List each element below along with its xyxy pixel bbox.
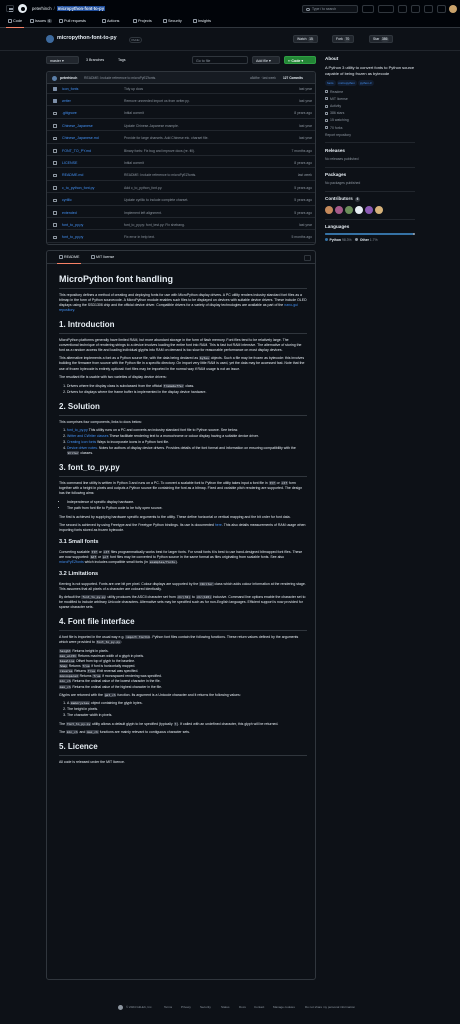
star-count: 386 [381, 37, 388, 42]
list-item: • Independence of specific display hardware. [67, 500, 307, 505]
paragraph: This alternative implements a font as a Python source file, with the data being declared as bytes objects. Such a file may be frozen as bytecode: this involves building the firmware from source with the Python file in a specific directory. On import very little RAM is used, yet the data may be accessed fast. Note that the use of frozen bytecode is entirely optional: font files may be imported in the normal way if RAM usage is not an issue. [59, 356, 305, 371]
paragraph: All code is released under the MIT licence. [59, 760, 125, 765]
readme-tabs [47, 251, 316, 264]
tab-insights[interactable]: Insights [193, 19, 211, 24]
freetype-doc-link[interactable]: here [214, 523, 222, 528]
about-heading: About [325, 56, 339, 61]
readme-panel [46, 250, 316, 980]
list-item: • The path from font file to Python code to be fully open source. [67, 506, 307, 511]
paragraph: The resultant file is usable with two varieties of display device drivers: [59, 375, 167, 380]
paragraph: The second is achieved by using Freetype and the Freetype Python bindings. Its use is documented here. This also details measurements of RAM usage when importing fonts stored as frozen bytecode. [59, 523, 306, 533]
file-commit-message[interactable]: Fix error in help text. [124, 235, 155, 240]
file-row[interactable] [47, 121, 316, 131]
paragraph: Glyphs are returned with the get_ch function. Its argument is a Unicode character and it returns the following values: [59, 692, 241, 697]
function-def: max_width Returns maximum width of a glyph in pixels. [59, 653, 144, 658]
commit-hash[interactable]: a5dfbe · last week [250, 75, 276, 80]
paragraph: This command line utility is written in Python 3 and runs on a PC. To convert a scalable font to Python the utility takes input a font file in ttf or otf form together with a height in pixels and outputs a Python source file containing the font as a bitmap. Fixed and variable pitch rendering are supported. The design has the following aims: [59, 481, 303, 496]
stars-link[interactable]: 386 stars [325, 111, 415, 116]
contributor-avatar[interactable] [355, 206, 363, 214]
create-new-button[interactable] [378, 5, 394, 13]
branches-link[interactable]: 3 Branches [86, 57, 105, 62]
file-commit-time: 8 years ago [294, 111, 312, 116]
language-item[interactable]: Other 1.7% [355, 238, 377, 242]
file-row[interactable] [47, 220, 316, 230]
list-item: 3. Creating icon fonts Ways to incorporate icons in a Python font file. [67, 440, 307, 445]
file-commit-message[interactable]: README: Include reference to microPyEZfonts. [124, 173, 197, 178]
readme-title: MicroPython font handling [59, 273, 307, 289]
forks-link[interactable]: 70 forks [325, 126, 415, 131]
list-item: 4. Device driver notes. Notes for authors of display device drivers. Provides details of the font format and information on ensuring compatibility with the Writer classes. [67, 446, 307, 456]
function-def: baseline Offset from top of glyph to the baseline. [59, 658, 136, 663]
function-def: reverse Returns True if bit reversal was specified. [59, 669, 139, 674]
file-commit-message[interactable]: Add c_to_python_font.py. [124, 185, 163, 190]
file-icon [53, 211, 57, 215]
graph-icon [193, 19, 197, 23]
readme-link[interactable]: Readme [325, 90, 415, 95]
file-commit-message[interactable]: Remove unneeded import os from writer.py. [124, 99, 190, 104]
topic-tag[interactable]: fonts [327, 80, 334, 85]
file-commit-message[interactable]: Initial commit [124, 161, 144, 166]
file-table [46, 71, 316, 245]
function-def: monospaced Returns True if monospaced rendering was specified. [59, 674, 162, 679]
issues-count: 6 [48, 19, 51, 23]
commits-link[interactable]: 127 Commits [283, 75, 303, 80]
paragraph: The font_to_py.py utility allows a default glyph to be specified (typically ?). If called with an undefined character, this glyph will be returned. [59, 721, 279, 726]
paragraph: This comprises four components, links to docs below: [59, 419, 142, 424]
repo-title[interactable]: micropython-font-to-py [57, 35, 117, 41]
repo-meta [325, 90, 415, 130]
file-name[interactable]: font_to_py.py [62, 223, 84, 228]
heading-introduction: 1. Introduction [59, 320, 307, 334]
law-icon [325, 97, 328, 100]
folder-icon [53, 99, 57, 103]
pull-requests-icon[interactable] [411, 5, 420, 13]
pull-request-icon [59, 19, 63, 23]
repo-header [46, 34, 416, 46]
tab-pull-requests[interactable]: Pull requests [59, 19, 86, 24]
releases-note: No releases published [325, 156, 359, 161]
aims-list [67, 500, 307, 511]
tab-readme[interactable]: README [59, 255, 79, 260]
play-icon [102, 19, 106, 23]
file-row[interactable] [47, 171, 316, 181]
commit-message[interactable]: README: Include reference to microPyEZfonts. [84, 75, 157, 80]
footer-link[interactable]: Status [221, 1005, 230, 1009]
eye-icon [325, 119, 328, 122]
contributor-avatar[interactable] [335, 206, 343, 214]
sidebar-divider [325, 219, 415, 220]
topics [325, 80, 415, 87]
fork-count: 70 [345, 37, 350, 42]
file-name[interactable]: Chinese_Japanese.md [62, 136, 99, 141]
file-icon [53, 149, 57, 153]
function-list [59, 649, 307, 690]
language-dot [325, 238, 328, 241]
footer-link[interactable]: Contact [254, 1005, 265, 1009]
paragraph: This repository defines a method of creating and deploying fonts for use with MicroPython display drivers. A PC utility renders industry standard font files as a bitmap in the form of Python sourcecode. A MicroPython module enables such files to be displayed on devices with suitable device drivers. These include OLED displays using the SSD1306 chip and the official device driver. Compatible drivers for a variety of display technologies are available as part of the nano-gui repository. [59, 292, 307, 312]
footer-link[interactable]: Security [200, 1005, 211, 1009]
paragraph: The first is achieved by supplying hardware specific arguments to the utility. These define horizontal or vertical mapping and the bit order for font data. [59, 514, 291, 519]
file-row[interactable] [47, 84, 316, 94]
file-icon [53, 236, 57, 240]
file-commit-time: last year [299, 99, 312, 104]
paragraph: Kerning is not supported. Fonts are one bit per pixel. Colour displays are supported by the CWriter class which adds colour information at the rendering stage. This assumes that all pixels of a character are coloured identically. [59, 581, 306, 591]
contributor-avatar[interactable] [365, 206, 373, 214]
file-row[interactable] [47, 233, 316, 243]
languages-heading: Languages [325, 224, 350, 230]
contributor-avatar[interactable] [345, 206, 353, 214]
file-icon [53, 174, 57, 178]
file-icon [53, 199, 57, 203]
issue-icon [30, 19, 34, 23]
heading-font-to-py: 3. font_to_py.py [59, 463, 307, 477]
issues-icon[interactable] [398, 5, 407, 13]
commit-author-avatar [52, 76, 57, 81]
chevron-down-icon: ▾ [61, 58, 64, 63]
shield-icon [163, 19, 167, 23]
file-commit-time: last year [299, 86, 312, 91]
file-row[interactable] [47, 96, 316, 106]
inbox-icon[interactable] [437, 5, 446, 13]
github-logo-icon[interactable] [18, 4, 27, 13]
list-item: 2. The height in pixels. [67, 707, 307, 712]
file-commit-message[interactable]: Update Chinese-Japanese example. [124, 123, 179, 128]
contributors-count: 6 [356, 197, 359, 202]
file-icon [53, 137, 57, 141]
copilot-button[interactable] [362, 5, 374, 13]
file-icon [53, 124, 57, 128]
list-item: 1. font_to_py.py This utility runs on a PC and converts an industry standard font file to Python source. See below. [67, 428, 307, 433]
repo-sidebar [325, 56, 415, 243]
sidebar-divider [325, 142, 415, 143]
list-item: 1. Drivers where the display class is subclassed from the official framebuffer class. [67, 384, 307, 389]
footer-link[interactable]: Manage cookies [273, 1005, 295, 1009]
packages-heading[interactable]: Packages [325, 172, 347, 178]
file-row[interactable] [47, 183, 316, 193]
fork-button[interactable]: Fork 70 [332, 35, 354, 43]
paragraph: By default the font_to_py.py utility produces the ASCII character set from chr(32) to chr(126) inclusive. Command line options enable the character set to be modified to include arbitrary Unicode characters. Alternative sets may be specified such as for non-English languages. Efficient support is now provided for sparse character sets. [59, 595, 306, 610]
star-button[interactable]: Star 386 [369, 35, 393, 43]
contributors-avatars [325, 206, 415, 214]
file-name[interactable]: extended [62, 210, 77, 215]
micropyezfonts-link[interactable]: microPyEZfonts [59, 559, 84, 564]
language-bar [325, 233, 415, 235]
pulse-icon [325, 105, 328, 108]
watchers-link[interactable]: 15 watching [325, 118, 415, 123]
tags-link[interactable]: Tags [118, 57, 126, 62]
contributors-heading[interactable]: Contributors 6 [325, 196, 359, 202]
tab-projects[interactable]: Projects [133, 19, 152, 24]
packages-note: No packages published [325, 181, 361, 186]
file-icon [53, 223, 57, 227]
header-divider [0, 50, 460, 51]
sidebar-divider [325, 191, 415, 192]
nano-gui-link[interactable]: nano-gui repository. [59, 302, 298, 312]
file-row[interactable] [47, 208, 316, 218]
tab-security[interactable]: Security [163, 19, 182, 24]
file-row[interactable] [47, 158, 316, 168]
releases-heading[interactable]: Releases [325, 147, 345, 153]
writer-link[interactable]: Writer and CWriter classes [67, 434, 109, 439]
return-values-list [67, 701, 307, 718]
menu-icon[interactable] [6, 5, 14, 12]
icon-fonts-link[interactable]: Creating icon fonts [67, 440, 97, 445]
github-logo-icon[interactable] [118, 1005, 123, 1010]
paragraph: MicroPython platforms generally have limited RAM, but more abundant storage in the form of flash memory. Font files tend to be relatively large. The conventional technique of rendering strings to a device involves loading the entire font into RAM. This is fast but RAM intensive. The alternative of storing the font as a random access file and loading individual glyphs into RAM on demand is too slow for reasonable performance on most display devices. [59, 337, 302, 352]
footer [0, 1002, 460, 1014]
search-placeholder: Type / to search [312, 7, 337, 11]
star-icon [325, 112, 328, 115]
footer-link[interactable]: Docs [239, 1005, 246, 1009]
file-row[interactable] [47, 134, 316, 144]
code-icon [8, 19, 12, 23]
book-icon [59, 255, 63, 259]
file-commit-message[interactable]: font_to_py.py: font_test.py: Fix shebang. [124, 223, 185, 228]
paragraph: A font file is imported in the usual way e.g. import font14. Python font files contain the following functions. These return values defined by the arguments which were provided to font_to_py.py: [59, 635, 299, 645]
list-item: 1. A memoryview object containing the glyph bytes. [67, 701, 307, 706]
file-row[interactable] [47, 109, 316, 119]
file-icon [53, 112, 57, 116]
heading-small-fonts: 3.1 Small fonts [59, 539, 99, 546]
language-dot [355, 238, 358, 241]
file-commit-time: 5 months ago [291, 235, 312, 240]
list-item: 3. The character width in pixels. [67, 713, 307, 718]
code-icon: ‹› [288, 58, 291, 63]
breadcrumb-separator: / [53, 5, 55, 11]
watch-button[interactable]: Watch 15 [293, 35, 318, 43]
folder-icon [53, 87, 57, 91]
law-icon [91, 255, 95, 259]
chevron-down-icon: ▾ [269, 58, 271, 63]
search-icon [306, 8, 310, 12]
license-link[interactable]: MIT license [325, 97, 415, 102]
add-file-button[interactable]: Add file ▾ [252, 56, 280, 64]
breadcrumb-repo[interactable]: micropython-font-to-py [57, 5, 105, 11]
file-icon [53, 186, 57, 190]
file-name[interactable]: cyrillic [62, 198, 72, 203]
outline-icon[interactable] [304, 255, 311, 261]
language-item[interactable]: Python 98.3% [325, 238, 352, 242]
heading-limitations: 3.2 Limitations [59, 570, 99, 577]
file-commit-time: 7 months ago [291, 148, 312, 153]
file-name[interactable]: README.md [62, 173, 84, 178]
breadcrumb [32, 6, 105, 12]
file-commit-message[interactable]: Provide for large charsets. Add Chinese etc. charset file. [124, 136, 209, 141]
fork-icon [325, 126, 328, 129]
book-icon [325, 90, 328, 93]
heading-font-file-interface: 4. Font file interface [59, 617, 307, 631]
file-commit-time: 8 years ago [294, 161, 312, 166]
breadcrumb-owner[interactable]: peterhinch [32, 5, 52, 11]
contributor-avatar[interactable] [375, 206, 383, 214]
heading-licence: 5. Licence [59, 742, 307, 756]
branch-select[interactable]: master ▾ [46, 56, 79, 64]
file-commit-message[interactable]: Tidy up docs [124, 86, 144, 91]
file-name[interactable]: writer [62, 99, 71, 104]
file-name[interactable]: .gitignore [62, 111, 77, 116]
file-commit-message[interactable]: Binary fonts: Fix bug and improve docs (re. fill). [124, 148, 195, 153]
driver-notes-link[interactable]: Device driver notes. [67, 446, 98, 451]
function-def: hmap Returns True if font is horizontally mapped. [59, 664, 136, 669]
heading-solution: 2. Solution [59, 402, 307, 416]
global-header [0, 0, 460, 28]
file-commit-message[interactable]: Implement left alignment. [124, 210, 162, 215]
list-item: 2. Drivers for displays where the frame buffer is implemented in the display device hardware. [67, 390, 307, 395]
list-item: 2. Writer and CWriter classes These facilitate rendering text to a monochrome or colour display having a suitable device driver. [67, 434, 307, 439]
file-commit-time: last year [299, 136, 312, 141]
chevron-down-icon: ▾ [301, 58, 304, 63]
readme-content [59, 273, 307, 769]
function-def: max_ch Returns the ordinal value of the highest character in the file. [59, 684, 162, 689]
repo-nav-tabs [0, 17, 460, 28]
file-commit-time: last year [299, 223, 312, 228]
header-top-bar [0, 0, 460, 17]
watch-count: 15 [309, 37, 313, 42]
language-list [325, 238, 415, 243]
function-def: height Returns height in pixels. [59, 648, 109, 653]
paragraph: The min_ch and max_ch functions are mainly relevant to contiguous character sets. [59, 730, 190, 735]
repo-description: A Python 3 utility to convert fonts to Python source capable of being frozen as bytecode [325, 65, 415, 76]
search-input[interactable] [302, 5, 358, 13]
go-to-file-input[interactable]: Go to file [192, 56, 248, 64]
copyright: © 2024 GitHub, Inc. [126, 1005, 153, 1009]
file-icon [53, 161, 57, 165]
language-bar-other [413, 233, 415, 235]
file-name[interactable]: Chinese_Japanese [62, 123, 93, 128]
file-name[interactable]: icon_fonts [62, 86, 79, 91]
paragraph: Converting scalable ttf or otf files programmatically works best for larger fonts. For small fonts it is best to use hand-designed bitmapped font files. These are now supported: bdf or pcf font files may be converted to Python source in the same format as files originating from scalable fonts. See also microPyEZfonts which includes compatible small fonts (in examples/fonts). [59, 549, 303, 564]
user-avatar[interactable] [449, 5, 457, 13]
font-to-py-link[interactable]: font_to_py.py [67, 428, 88, 433]
sidebar-divider [325, 167, 415, 168]
file-commit-message[interactable]: Initial commit [124, 111, 144, 116]
file-commit-time: last week [297, 173, 312, 178]
file-name[interactable]: LICENSE [62, 161, 78, 166]
topic-tag[interactable]: python-3 [359, 80, 372, 85]
topic-tag[interactable]: micropython [338, 80, 355, 85]
tab-actions[interactable]: Actions [102, 19, 119, 24]
file-name[interactable]: font_to_py.py [62, 235, 84, 240]
notifications-icon[interactable] [424, 5, 433, 13]
driver-list [67, 384, 307, 395]
component-list [67, 428, 307, 456]
footer-link[interactable]: Do not share my personal information [305, 1005, 356, 1009]
file-commit-time: 5 years ago [294, 210, 312, 215]
file-name[interactable]: FONT_TO_PY.md [62, 148, 92, 153]
file-commit-message[interactable]: Update cyrillic to include complete charset. [124, 198, 189, 203]
function-def: min_ch Returns the ordinal value of the lowest character in the file. [59, 679, 161, 684]
footer-link[interactable]: Terms [164, 1005, 173, 1009]
table-icon [133, 19, 137, 23]
tab-issues[interactable]: Issues 6 [30, 19, 52, 24]
file-commit-time: 5 years ago [294, 198, 312, 203]
file-commit-time: last year [299, 123, 312, 128]
contributor-avatar[interactable] [325, 206, 333, 214]
tab-license[interactable]: MIT license [91, 255, 114, 260]
file-row[interactable] [47, 196, 316, 206]
activity-link[interactable]: Activity [325, 104, 415, 109]
commit-author[interactable]: peterhinch [60, 75, 78, 80]
latest-commit-bar [47, 72, 316, 84]
file-commit-time: 5 years ago [294, 185, 312, 190]
tab-code[interactable]: Code [8, 19, 22, 24]
footer-link[interactable]: Privacy [181, 1005, 191, 1009]
file-row[interactable] [47, 146, 316, 156]
file-name[interactable]: c_to_python_font.py [62, 185, 95, 190]
owner-avatar[interactable] [46, 35, 54, 43]
visibility-badge: Public [129, 37, 142, 43]
report-repository-link[interactable]: Report repository [325, 132, 352, 137]
code-button[interactable]: ‹› Code ▾ [284, 56, 316, 64]
language-bar-python [325, 233, 413, 235]
